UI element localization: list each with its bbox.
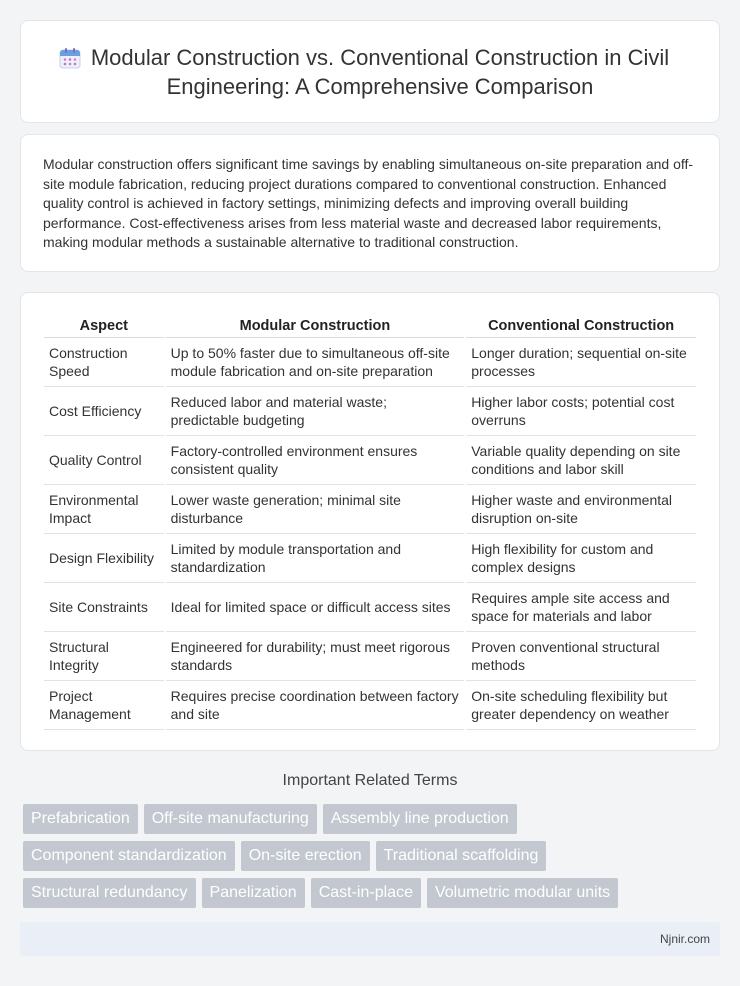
cell-modular: Up to 50% faster due to simultaneous off-site module fabrication and on-site preparation [166, 338, 465, 387]
comparison-table [42, 317, 698, 730]
related-terms-title: Important Related Terms [282, 772, 458, 789]
table-row [44, 632, 696, 681]
table-row [44, 583, 696, 632]
tag-row [23, 841, 723, 878]
footer-site-link[interactable]: Njnir.com [659, 932, 710, 946]
cell-conventional: Proven conventional structural methods [466, 632, 696, 681]
tag-component-standardization[interactable]: Component standardization [23, 841, 235, 871]
tag-structural-redundancy[interactable]: Structural redundancy [23, 878, 196, 908]
table-header-row [44, 317, 696, 338]
cell-aspect: Site Constraints [44, 583, 164, 632]
comparison-table-card [20, 292, 720, 751]
related-terms-list [23, 804, 723, 915]
cell-conventional: Longer duration; sequential on-site processes [466, 338, 696, 387]
footer [20, 922, 720, 956]
page-title: Modular Construction vs. Conventional Construction in Civil Engineering: A Comprehensive Comparison [90, 44, 670, 99]
tag-assembly-line-production[interactable]: Assembly line production [323, 804, 517, 834]
cell-modular: Factory-controlled environment ensures consistent quality [166, 436, 465, 485]
tag-off-site-manufacturing[interactable]: Off-site manufacturing [144, 804, 317, 834]
header-modular: Modular Construction [166, 317, 465, 338]
cell-conventional: High flexibility for custom and complex designs [466, 534, 696, 583]
cell-aspect: Project Management [44, 681, 164, 730]
cell-modular: Engineered for durability; must meet rigorous standards [166, 632, 465, 681]
tag-cast-in-place[interactable]: Cast-in-place [311, 878, 421, 908]
table-row [44, 681, 696, 730]
cell-conventional: Variable quality depending on site conditions and labor skill [466, 436, 696, 485]
cell-conventional: Higher waste and environmental disruption on-site [466, 485, 696, 534]
header-aspect: Aspect [44, 317, 164, 338]
summary-paragraph: Modular construction offers significant time savings by enabling simultaneous on-site preparation and off-site module fabrication, reducing project durations compared to conventional construction. Enhanced quality control is achieved in factory settings, minimizing defects and improving overall building performance. Cost-effectiveness arises from less material waste and decreased labor requirements, making modular methods a sustainable alternative to traditional construction. [43, 156, 694, 250]
header-conventional: Conventional Construction [466, 317, 696, 338]
summary-card [20, 134, 720, 272]
table-row [44, 387, 696, 436]
tag-volumetric-modular-units[interactable]: Volumetric modular units [427, 878, 618, 908]
table-row [44, 436, 696, 485]
cell-aspect: Environmental Impact [44, 485, 164, 534]
cell-modular: Lower waste generation; minimal site disturbance [166, 485, 465, 534]
tag-row [23, 878, 723, 915]
table-row [44, 338, 696, 387]
cell-modular: Requires precise coordination between factory and site [166, 681, 465, 730]
title-card [20, 20, 720, 123]
tag-on-site-erection[interactable]: On-site erection [241, 841, 370, 871]
cell-aspect: Structural Integrity [44, 632, 164, 681]
cell-modular: Reduced labor and material waste; predictable budgeting [166, 387, 465, 436]
cell-modular: Limited by module transportation and standardization [166, 534, 465, 583]
cell-conventional: Higher labor costs; potential cost overruns [466, 387, 696, 436]
table-row [44, 534, 696, 583]
cell-conventional: On-site scheduling flexibility but greater dependency on weather [466, 681, 696, 730]
table-row [44, 485, 696, 534]
cell-aspect: Design Flexibility [44, 534, 164, 583]
cell-aspect: Construction Speed [44, 338, 164, 387]
tag-traditional-scaffolding[interactable]: Traditional scaffolding [376, 841, 547, 871]
tag-prefabrication[interactable]: Prefabrication [23, 804, 138, 834]
cell-conventional: Requires ample site access and space for materials and labor [466, 583, 696, 632]
tag-row [23, 804, 723, 841]
tag-panelization[interactable]: Panelization [202, 878, 305, 908]
cell-modular: Ideal for limited space or difficult access sites [166, 583, 465, 632]
cell-aspect: Quality Control [44, 436, 164, 485]
cell-aspect: Cost Efficiency [44, 387, 164, 436]
